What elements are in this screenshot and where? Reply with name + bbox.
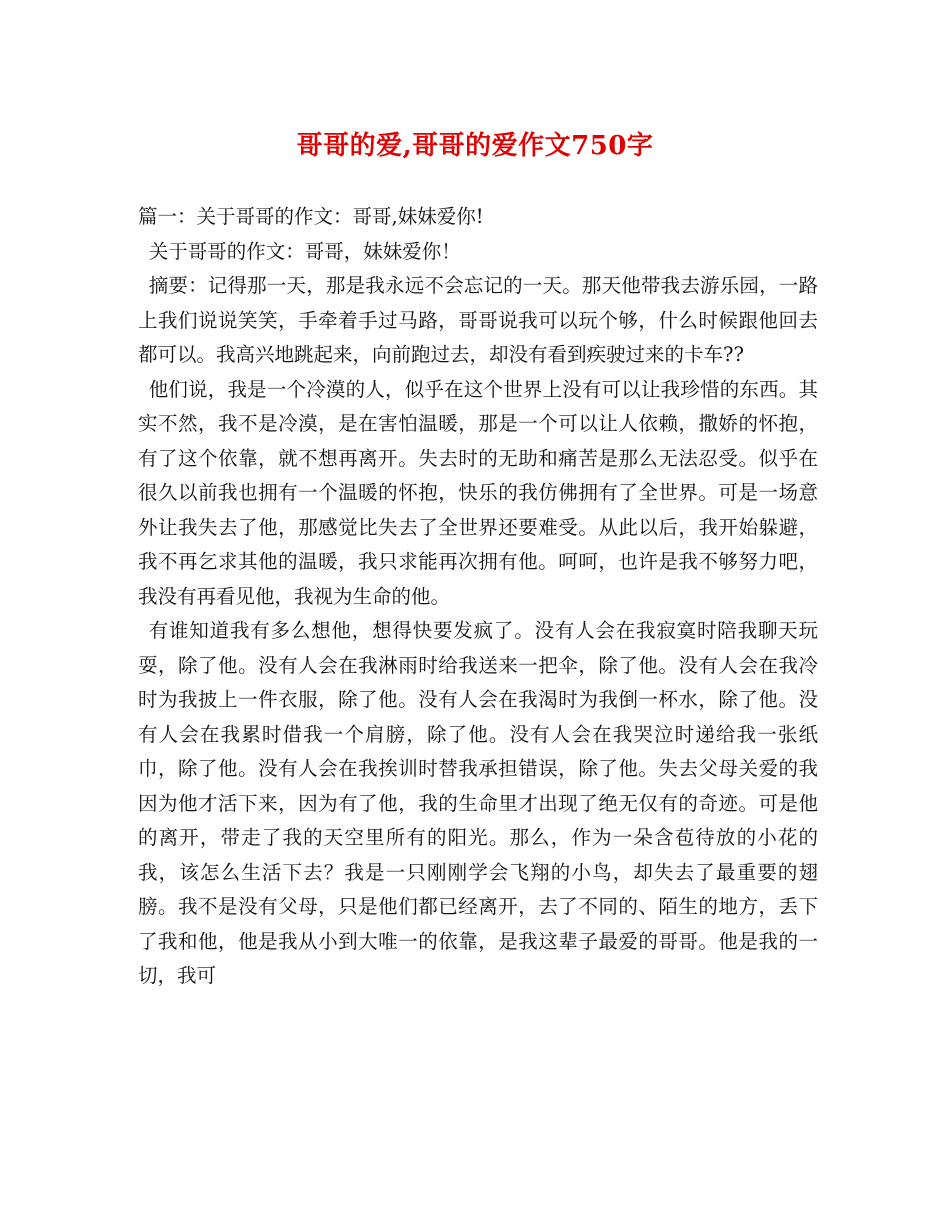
paragraph-section-heading: 篇一：关于哥哥的作文：哥哥,妹妹爱你! xyxy=(138,205,484,228)
paragraph-subtitle: 关于哥哥的作文：哥哥，妹妹爱你！ xyxy=(148,239,461,263)
paragraph-abstract: 摘要：记得那一天，那是我永远不会忘记的一天。那天他带我去游乐园，一路上我们说说笑笑，手牵着手过马路，哥哥说我可以玩个够，什么时候跟他回去都可以。我高兴地跳起来，向前跑过去，却没有看到疾驶过来的卡车?? xyxy=(138,274,818,366)
document-title: 哥哥的爱,哥哥的爱作文750字 xyxy=(296,131,654,161)
document-body xyxy=(138,200,818,994)
paragraph-body-1: 他们说，我是一个冷漠的人，似乎在这个世界上没有可以让我珍惜的东西。其实不然，我不是冷漠，是在害怕温暖，那是一个可以让人依赖，撒娇的怀抱，有了这个依靠，就不想再离开。失去时的无助和痛苦是那么无法忍受。似乎在很久以前我也拥有一个温暖的怀抱，快乐的我仿佛拥有了全世界。可是一场意外让我失去了他，那感觉比失去了全世界还要难受。从此以后，我开始躲避，我不再乞求其他的温暖，我只求能再次拥有他。呵呵，也许是我不够努力吧，我没有再看见他，我视为生命的他。 xyxy=(138,377,818,608)
paragraph-body-2: 有谁知道我有多么想他，想得快要发疯了。没有人会在我寂寞时陪我聊天玩耍，除了他。没有人会在我淋雨时给我送来一把伞，除了他。没有人会在我冷时为我披上一件衣服，除了他。没有人会在我渴时为我倒一杯水，除了他。没有人会在我累时借我一个肩膀，除了他。没有人会在我哭泣时递给我一张纸巾，除了他。没有人会在我挨训时替我承担错误，除了他。失去父母关爱的我因为他才活下来，因为有了他，我的生命里才出现了绝无仅有的奇迹。可是他的离开，带走了我的天空里所有的阳光。那么，作为一朵含苞待放的小花的我，该怎么生活下去？我是一只刚刚学会飞翔的小鸟，却失去了最重要的翅膀。我不是没有父母，只是他们都已经离开，去了不同的、陌生的地方，丢下了我和他，他是我从小到大唯一的依靠，是我这辈子最爱的哥哥。他是我的一切，我可 xyxy=(138,619,818,987)
